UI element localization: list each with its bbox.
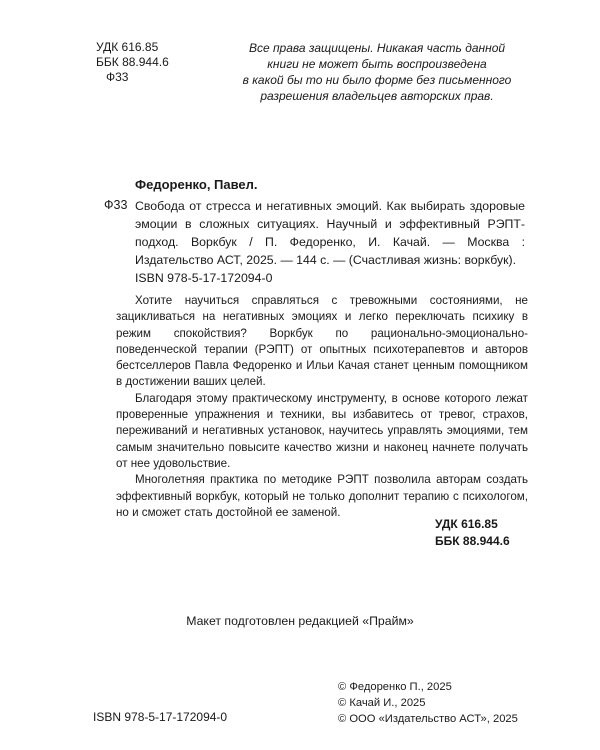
copyright-block [338,679,518,728]
rights-line: Все права защищены. Никакая часть данной [248,41,506,55]
isbn-main: ISBN 978-5-17-172094-0 [135,271,273,285]
udk-code: УДК 616.85 [96,40,159,54]
copyright-line: © Качай И., 2025 [338,697,426,710]
annotation-paragraph: Многолетняя практика по методике РЭПТ позволила авторам создать эффективный воркбук, который не только дополнит терапию с психологом, но и сможет стать достойной ее заменой. [116,473,528,519]
annotation [116,293,528,521]
copyright-line: © ООО «Издательство АСТ», 2025 [338,713,518,726]
prepared-by: Макет подготовлен редакцией «Прайм» [186,614,414,628]
top-classification-codes [96,40,169,85]
bottom-classification-codes [435,516,510,550]
catalog-code: Ф33 [104,198,128,212]
rights-line: в какой бы то ни было форме без письменного [242,73,512,87]
annotation-paragraph: Хотите научиться справляться с тревожными состояниями, не зацикливаться на негативных эмоциях и легко переключать психику в режим спокойствия? Воркбук по рационально-эмоционально-поведенческой терапии (РЭПТ) от опытных психотерапевтов и авторов бестселлеров Павла Федоренко и Ильи Качая станет ценным помощником в достижении ваших целей. [116,294,528,389]
author-mark: Ф33 [106,70,129,84]
udk-code: УДК 616.85 [435,517,498,531]
rights-line: разрешения владельцев авторских прав. [260,89,494,103]
rights-notice [238,40,516,104]
copyright-line: © Федоренко П., 2025 [338,681,452,693]
rights-line: книги не может быть воспроизведена [267,57,487,71]
bbk-code: ББК 88.944.6 [96,55,169,69]
bbk-code: ББК 88.944.6 [435,534,510,548]
bibliographic-record: Свобода от стресса и негативных эмоций. Как выбирать здоровые эмоции в сложных ситуациях. Научный и эффективный РЭПТ-подход. Воркбук / П. Федоренко, И. Качай. — Москва : Издательство АСТ, 2025. — 144 с. — (Счастливая жизнь: воркбук). [135,199,525,267]
isbn-bottom: ISBN 978-5-17-172094-0 [93,710,228,724]
author-heading: Федоренко, Павел. [135,177,258,192]
annotation-paragraph: Благодаря этому практическому инструменту, в основе которого лежат проверенные упражнения и техники, вы избавитесь от тревог, страхов, переживаний и негативных установок, научитесь управлять эмоциями, тем самым значительно повысите качество жизни и наконец начнете получать от нее удовольствие. [116,391,528,470]
